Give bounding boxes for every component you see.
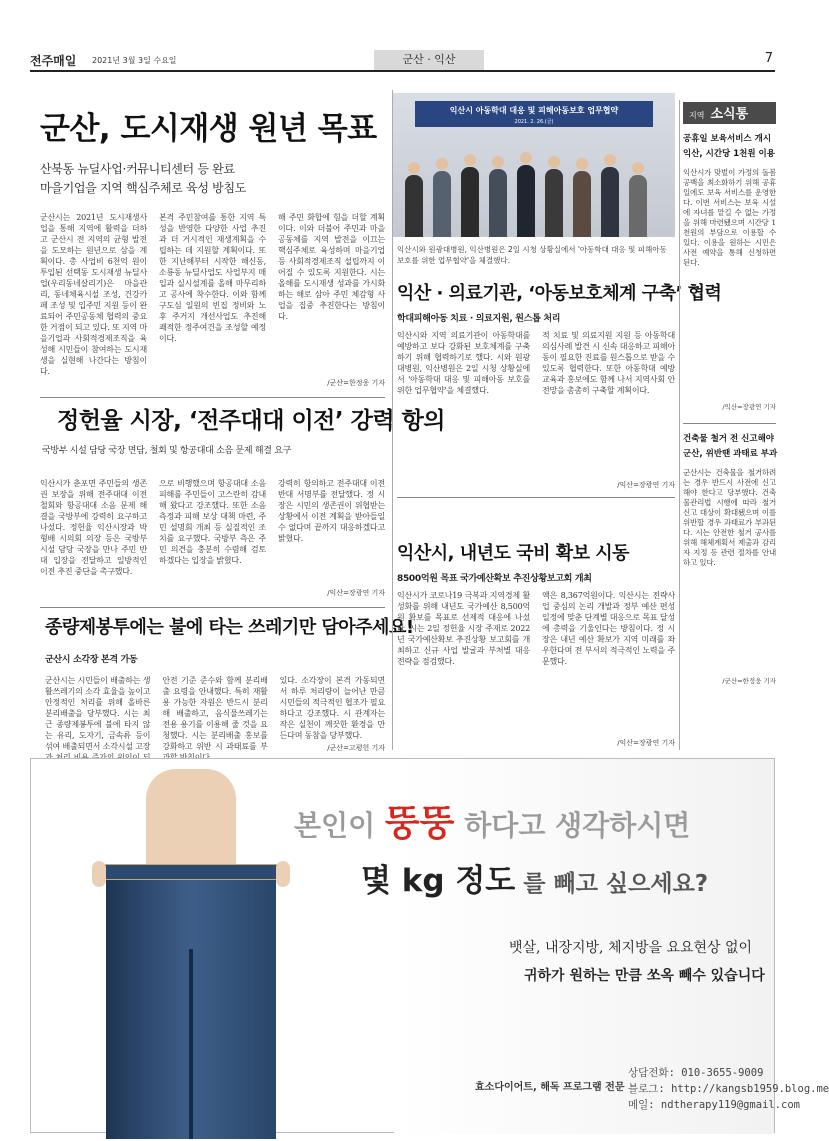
article-3-byline: /군산=고평헌 기자 bbox=[327, 744, 385, 752]
jeans-waistband bbox=[102, 864, 280, 880]
section-tag: 군산 · 익산 bbox=[374, 50, 484, 70]
sidebar-item-2-body: 군산시는 건축물을 철거하려는 경우 반드시 사전에 신고해야 한다고 당부했다. 건축물관리법 시행에 따라 철거 신고 대상이 확대됐으며 이를 위반할 경우 과태료가 부과된다. 시는 안전한 철거 공사를 위해 해체계획서 제출과 감리자 지정 등 관련 절차를 안내하고 있다. bbox=[683, 468, 776, 567]
article-3-headline: 종량제봉투에는 불에 타는 쓰레기만 담아주세요! bbox=[45, 617, 414, 638]
masthead: 전주매일 bbox=[30, 54, 77, 68]
sidebar-item-2-headline: 건축물 철거 전 신고해야 bbox=[683, 434, 774, 444]
sidebar-label-big: 소식통 bbox=[710, 107, 749, 122]
article-2-column: 익산시가 춘포면 주민들의 생존권 보장을 위해 전주대대 이전 철회와 항공대대 소음 문제 해결을 국방부에 강력히 요구하고 나섰다. 정헌율 익산시장과 박형배 시의회 의장 등은 국방부 시설 담당 국장을 만나 주민 반대 입장을 전달하고 일방적인 이전 추진 중단을 촉구했다. bbox=[40, 479, 147, 576]
photo-person bbox=[405, 175, 423, 237]
article-5-subhead: 8500억원 목표 국가예산확보 추진상황보고회 개최 bbox=[397, 574, 592, 584]
article-1-column: 본격 주민참여를 통한 지역 특성을 반영한 다양한 사업 추진과 더 거시적인 재생계획을 수립하는 데 지원할 계획이다. 또한 지난해부터 시작한 해신동, 소룡동 뉴딜사업도 사업부지 매입과 실시설계를 올해 마무리하고 공사에 착수한다. 이와 함께 구도심 일원의 빈집 정비와 노후 주거지 개선사업도 추진해 쾌적한 정주여건을 조성할 예정이다. bbox=[159, 213, 266, 343]
ad-phone: 상담전화: 010-3655-9009 bbox=[628, 1067, 764, 1079]
diet-advertisement bbox=[30, 758, 829, 1133]
photo-person bbox=[489, 169, 507, 237]
article-5-byline: /익산=장광연 기자 bbox=[617, 739, 675, 747]
article-2-byline: /익산=장광연 기자 bbox=[327, 589, 385, 597]
ad-headline-1-pre: 본인이 bbox=[294, 809, 385, 842]
article-1-subhead-2: 마을기업을 지역 핵심주체로 육성 방침도 bbox=[40, 181, 247, 195]
photo-person bbox=[545, 169, 563, 237]
divider bbox=[397, 497, 675, 498]
photo-person bbox=[433, 171, 451, 237]
article-2-body bbox=[40, 478, 385, 598]
article-2-column: 으로 비행했으며 항공대대 소음 피해를 주민들이 고스란히 감내해 왔다고 강조했다. 또한 소음 측정과 피해 보상 대책 마련, 주민 설명회 개최 등 실질적인 조치를 요구했다. 국방부 측은 주민 의견을 충분히 수렴해 검토하겠다는 입장을 밝혔다. bbox=[159, 479, 266, 565]
article-3-subhead: 군산시 소각장 본격 가동 bbox=[45, 655, 138, 665]
jeans-figure-image bbox=[86, 769, 306, 1129]
photo-banner bbox=[415, 101, 653, 127]
article-4-column: 적 치료 및 의료지원 지원 등 아동학대 의심사례 발견 시 신속 대응하고 피해아동이 필요한 진료를 원스톱으로 받을 수 있도록 협력한다. 또한 아동학대 예방 교육과 홍보에도 함께 나서 지역사회 안전망을 촘촘히 구축할 계획이다. bbox=[542, 331, 675, 395]
divider bbox=[683, 423, 776, 424]
photo-person bbox=[573, 171, 591, 237]
photo-person bbox=[461, 167, 479, 237]
ad-email: 메일: ndtherapy119@gmail.com bbox=[628, 1099, 801, 1111]
article-2-subhead: 국방부 시설 담당 국장 면담, 철회 및 항공대대 소음 문제 해결 요구 bbox=[42, 446, 291, 456]
sidebar-item-1-byline: /익산=장광연 기자 bbox=[722, 403, 776, 411]
ad-tagline-2: 귀하가 원하는 만큼 쏘옥 빼수 있습니다 bbox=[524, 968, 765, 984]
photo-caption: 익산시와 원광대병원, 익산병원은 2일 시청 상황실에서 '아동학대 대응 및 피해아동 보호를 위한 업무협약'을 체결했다. bbox=[397, 245, 667, 265]
article-2-column: 강력히 항의하고 전주대대 이전 반대 서명부를 전달했다. 정 시장은 시민의 생존권이 위협받는 상황에서 이전 계획을 받아들일 수 없다며 끝까지 대응하겠다고 밝혔다. bbox=[278, 479, 385, 543]
photo-person bbox=[629, 175, 647, 237]
article-5-headline: 익산시, 내년도 국비 확보 시동 bbox=[397, 543, 630, 564]
page-number: 7 bbox=[764, 51, 773, 66]
ad-contact-block bbox=[628, 1065, 829, 1113]
article-1-column: 군산시는 2021년 도시재생사업을 통해 지역에 활력을 더하고 군산시 전 지역의 균형 발전을 도모하는 원년으로 삼을 계획이다. 총 사업비 6천억 원이 투입된 선택동 도시재생 뉴딜사업(우리동네살리기)은 마을관리, 동네체육시설 조성, 건강카페 조성 및 입주민 지원 등이 완료되어 주민공동체 협력의 중요한 거점이 되고 있다. 또 지역 마을기업과 사회적경제조직을 육성해 시민들이 참여하는 도시재생을 실현해 나간다는 방침이다. bbox=[40, 213, 147, 376]
sidebar-item-1-headline: 익산, 시간당 1천원 이용 bbox=[683, 149, 775, 159]
article-3-column: 군산시는 시민들이 배출하는 생활쓰레기의 소각 효율을 높이고 안정적인 처리를 위해 올바른 분리배출을 당부했다. 시는 최근 종량제봉투에 불에 타지 않는 유리, 도자기, 금속류 등이 섞여 배출되면서 소각시설 고장 bbox=[45, 676, 151, 751]
article-3-body bbox=[45, 675, 385, 752]
local-news-sidebar bbox=[683, 102, 776, 685]
photo-person bbox=[517, 165, 535, 237]
article-1-subhead-1: 산북동 뉴딜사업·커뮤니티센터 등 완료 bbox=[40, 162, 235, 176]
ad-headline-2-post: 를 빼고 싶으세요? bbox=[523, 871, 709, 897]
column-divider bbox=[679, 100, 680, 750]
article-3-column: 있다. 소각장이 본격 가동되면서 하루 처리량이 늘어난 만큼 시민들의 적극적인 협조가 필요하다고 강조했다. 시 관계자는 작은 실천이 깨끗한 환경을 만든다며 동참을 당부했다. bbox=[279, 676, 385, 740]
article-4-headline: 익산 · 의료기관, ‘아동보호체계 구축’ 협력 bbox=[397, 283, 722, 304]
article-2-headline: 정헌율 시장, ‘전주대대 이전’ 강력 항의 bbox=[57, 408, 446, 434]
sidebar-item-2-headline: 군산, 위반땐 과태료 부과 bbox=[683, 449, 778, 459]
news-photo bbox=[393, 93, 675, 237]
sidebar-label-small: 지역 bbox=[689, 111, 705, 120]
article-1-body bbox=[40, 212, 385, 388]
article-5-body bbox=[397, 590, 675, 748]
photo-banner-subtext: 2021. 2. 26.(금) bbox=[514, 119, 554, 125]
article-1-column: 해 주민 화합에 힘을 더할 계획이다. 이와 더불어 주민과 마을공동체를 지역 발전을 이끄는 핵심주체로 육성하며 마을기업 등 사회적경제조직 설립까지 이어질 수 있도록 지원한다. 시는 올해를 도시재생 성과를 가시화하는 해로 삼아 주민 체감형 사업을 집중 추진한다는 방침이다. bbox=[278, 213, 385, 321]
ad-blog: 블로그: http://kangsb1959.blog.me bbox=[628, 1083, 829, 1095]
article-1-headline: 군산, 도시재생 원년 목표 bbox=[40, 111, 377, 147]
hand-shape bbox=[276, 861, 290, 887]
ad-headline-2-emph: 몇 kg 정도 bbox=[361, 863, 516, 899]
ad-headline-1 bbox=[294, 795, 690, 846]
torso-shape bbox=[146, 769, 236, 879]
ad-headline-1-emph: 뚱뚱 bbox=[384, 803, 455, 844]
photo-banner-text: 익산시 아동학대 대응 및 피해아동보호 업무협약 bbox=[449, 106, 619, 115]
sidebar-item-2-byline: /군산=한정웅 기자 bbox=[722, 677, 776, 685]
page-header bbox=[30, 50, 775, 72]
ad-headline-1-post: 하다고 생각하시면 bbox=[454, 809, 691, 842]
photo-person bbox=[601, 167, 619, 237]
divider bbox=[40, 607, 385, 608]
article-1-byline: /군산=한정웅 기자 bbox=[327, 379, 385, 387]
hand-shape bbox=[92, 861, 106, 887]
article-5-column: 액은 8,367억원이다. 익산시는 전략사업 중심의 논리 개발과 정부 예산 편성 일정에 맞춘 단계별 대응으로 목표 달성에 총력을 기울인다는 방침이다. 정 시장은 내년 예산 확보가 지역 미래를 좌우한다며 전 부서의 적극적인 노력을 주문했다. bbox=[542, 591, 675, 666]
divider bbox=[40, 397, 385, 398]
issue-date: 2021년 3월 3일 수요일 bbox=[92, 56, 177, 65]
article-5-column: 익산시가 코로나19 극복과 지역경제 활성화를 위해 내년도 국가예산 8,500억원 확보를 목표로 선제적 대응에 나섰다. 시는 2일 정헌율 시장 주재로 2022년 국가예산확보 추진상황 보고회를 개최하고 신규 사업 발굴과 부처별 대응 전략을 점검했다. bbox=[397, 591, 530, 666]
ad-specialty: 효소다이어트, 해독 프로그램 전문 bbox=[475, 1082, 625, 1093]
article-4-subhead: 학대피해아동 치료 · 의료지원, 원스톱 처리 bbox=[397, 314, 561, 324]
article-3-column: 안전 기준 준수와 함께 분리배출 요령을 안내했다. 특히 재활용 가능한 자원은 반드시 분리해 배출하고, 음식물쓰레기는 전용 용기를 이용해 줄 것을 요청했다. 시는 분리배출 홍보를 강화하고 위반 시 과태료를 부 bbox=[162, 676, 268, 751]
ad-headline-2 bbox=[361, 855, 708, 900]
oversized-jeans-shape bbox=[106, 869, 276, 1139]
article-4-byline: /익산=장광연 기자 bbox=[617, 481, 675, 489]
sidebar-item-1-headline: 공휴일 보육서비스 개시 bbox=[683, 134, 772, 144]
article-4-column: 익산시와 지역 의료기관이 아동학대를 예방하고 보다 강화된 보호체계를 구축하기 위해 협력하기로 했다. 시와 원광대병원, 익산병원은 2일 시청 상황실에서 '아동학대 대응 및 피해아동 보호를 위한 업무협약'을 체결했다. bbox=[397, 331, 530, 395]
sidebar-header bbox=[683, 102, 776, 124]
sidebar-item-1-body: 익산시가 맞벌이 가정의 돌봄 공백을 최소화하기 위해 공휴일에도 보육 서비스를 운영한다. 이번 서비스는 보육 시설에 자녀를 맡길 수 없는 가정을 위해 마련됐으며 시간당 1천원의 부담으로 이용할 수 있다. 이용을 원하는 시민은 사전 예약을 통해 신청하면 된다. bbox=[683, 168, 776, 267]
article-4-body bbox=[397, 330, 675, 490]
ad-tagline-1: 뱃살, 내장지방, 체지방을 요요현상 없이 bbox=[509, 940, 753, 956]
